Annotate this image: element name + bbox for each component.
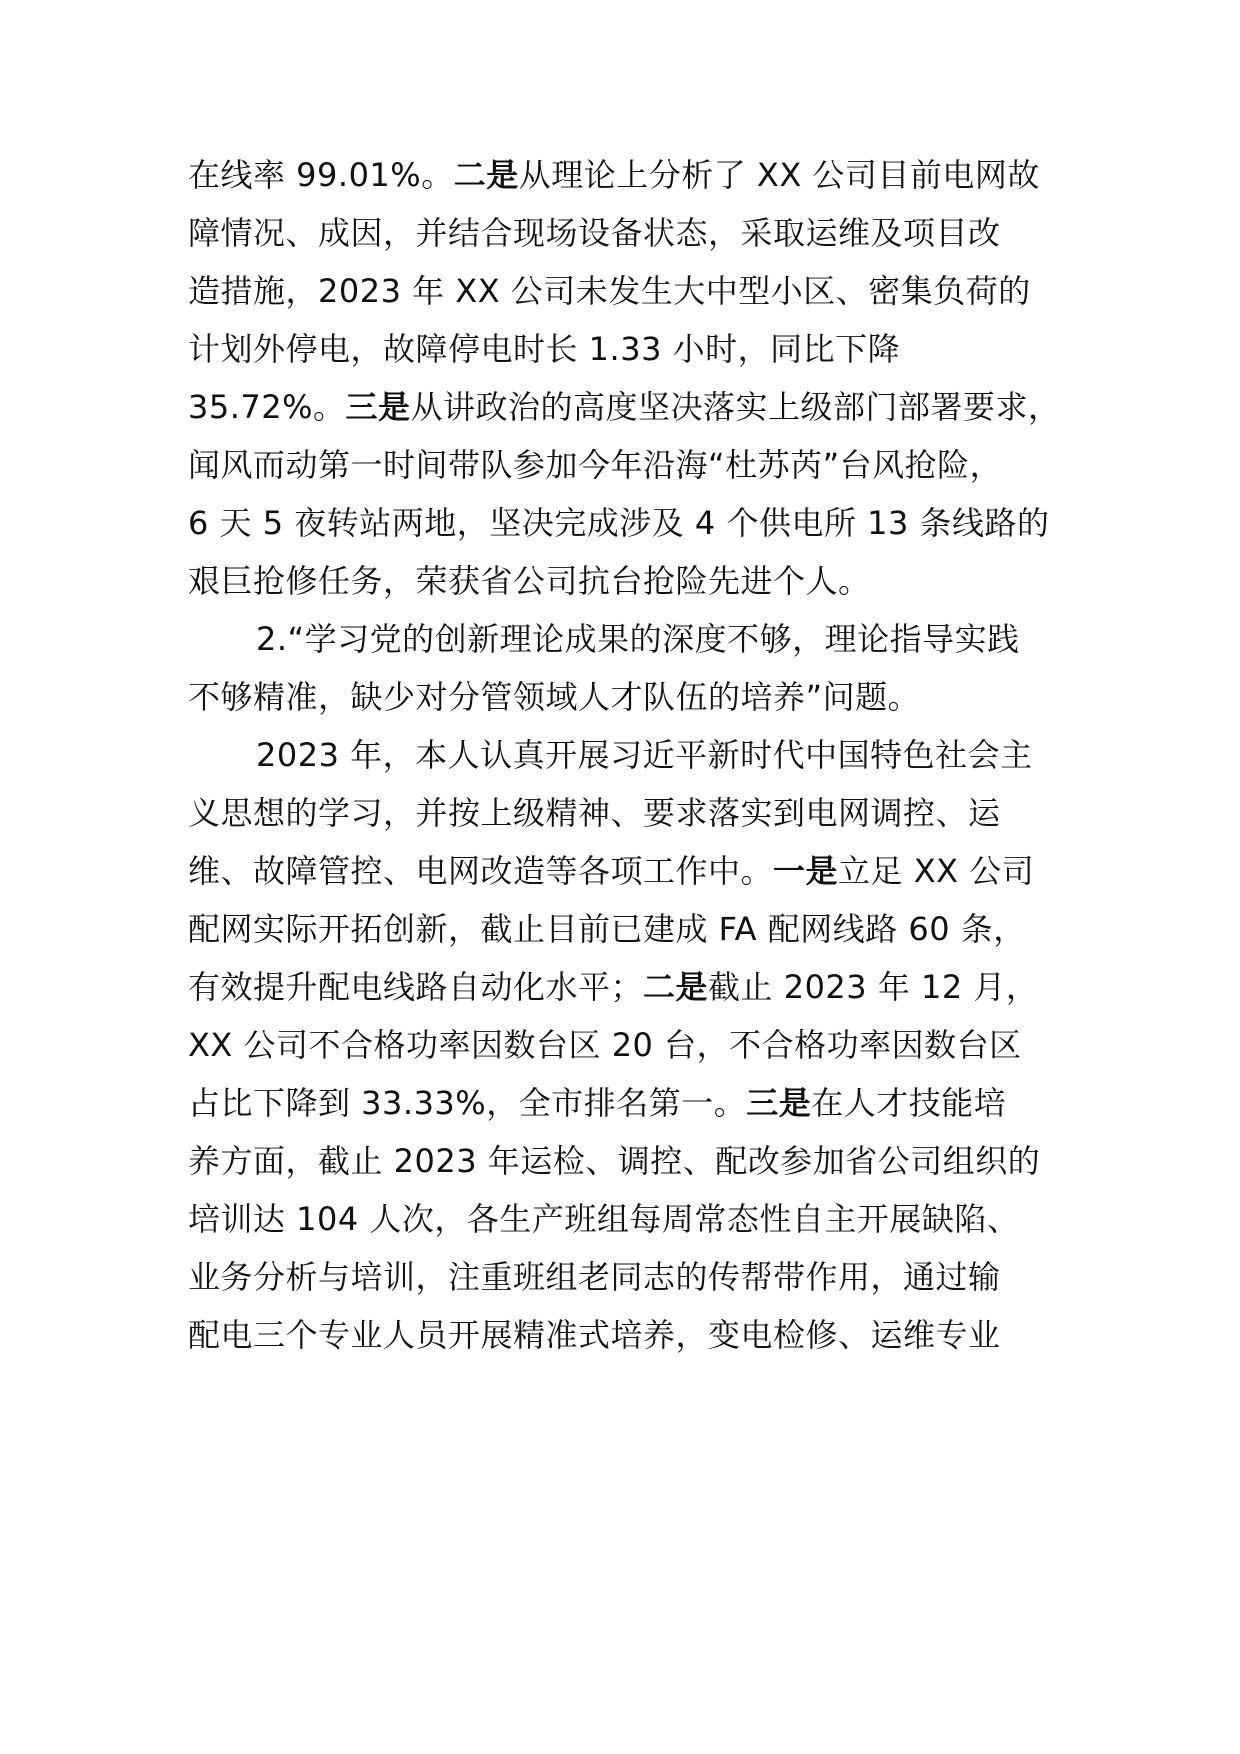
text-line [188,672,920,722]
emphasis-text: 三是 [345,388,411,426]
text-run: 义思想的学习，并按上级精神、要求落实到电网调控、运 [188,794,1001,832]
text-run: 不够精准，缺少对分管领域人才队伍的培养”问题。 [188,678,921,716]
text-run: 6 天 5 夜转站两地，坚决完成涉及 4 个供电所 13 条线路的 [188,504,1050,542]
text-line [188,382,1061,432]
text-line [188,962,1038,1012]
text-run: 2023 年，本人认真开展习近平新时代中国特色社会主 [256,736,1033,774]
text-line [188,1136,1040,1186]
text-run: 艰巨抢修任务，荣获省公司抗台抢险先进个人。 [188,562,871,600]
text-run: 从理论上分析了 XX 公司目前电网故 [518,156,1040,194]
text-run: 从讲政治的高度坚决落实上级部门部署要求， [410,388,1061,426]
text-run: 截止 2023 年 12 月， [708,968,1039,1006]
text-run: 立足 XX 公司 [838,852,1035,890]
text-run: 在人才技能培 [811,1084,1007,1122]
emphasis-text: 一是 [773,852,839,890]
text-line [188,1310,1001,1360]
text-run: 计划外停电，故障停电时长 1.33 小时，同比下降 [188,330,901,368]
emphasis-text: 二是 [643,968,709,1006]
emphasis-text: 三是 [746,1084,812,1122]
text-run: 养方面，截止 2023 年运检、调控、配改参加省公司组织的 [188,1142,1041,1180]
text-line [188,266,1031,316]
text-line [188,1020,1022,1070]
text-line [256,730,1033,780]
text-line [188,556,871,606]
text-run: 35.72%。 [188,388,346,426]
text-run: 有效提升配电线路自动化水平； [188,968,644,1006]
text-line [188,440,1002,490]
text-run: 造措施，2023 年 XX 公司未发生大中型小区、密集负荷的 [188,272,1031,310]
text-line [256,614,1020,664]
text-line [188,1194,1019,1244]
text-run: XX 公司不合格功率因数台区 20 台，不合格功率因数台区 [188,1026,1022,1064]
text-line [188,846,1034,896]
text-line [188,208,1001,258]
text-run: 闻风而动第一时间带队参加今年沿海“杜苏芮”台风抢险， [188,446,1003,484]
text-run: 配电三个专业人员开展精准式培养，变电检修、运维专业 [188,1316,1001,1354]
text-run: 业务分析与培训，注重班组老同志的传帮带作用，通过输 [188,1258,1001,1296]
text-line [188,1078,1006,1128]
text-line [188,904,1026,954]
text-line [188,1252,1001,1302]
text-line [188,498,1050,548]
text-run: 占比下降到 33.33%，全市排名第一。 [188,1084,747,1122]
text-run: 在线率 99.01%。 [188,156,454,194]
text-run: 障情况、成因，并结合现场设备状态，采取运维及项目改 [188,214,1001,252]
text-line [188,150,1040,200]
text-run: 维、故障管控、电网改造等各项工作中。 [188,852,774,890]
text-run: 2.“学习党的创新理论成果的深度不够，理论指导实践 [256,620,1020,658]
text-run: 培训达 104 人次，各生产班组每周常态性自主开展缺陷、 [188,1200,1020,1238]
text-line [188,788,1001,838]
text-run: 配网实际开拓创新，截止目前已建成 FA 配网线路 60 条， [188,910,1026,948]
emphasis-text: 二是 [453,156,519,194]
text-line [188,324,900,374]
